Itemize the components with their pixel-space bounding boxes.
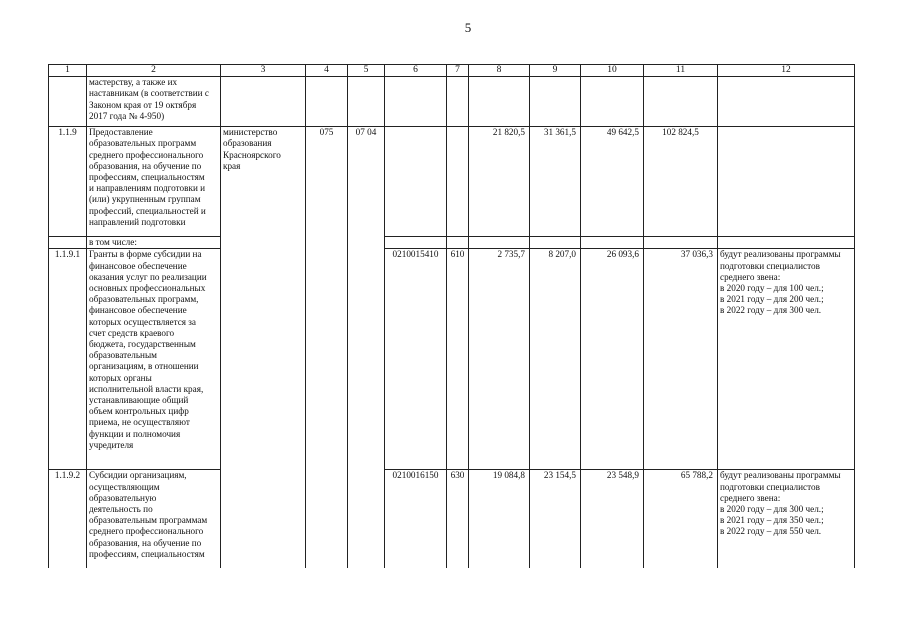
cell-2020: 19 084,8 (469, 470, 530, 568)
cell-total (644, 77, 718, 127)
col-header-6: 6 (385, 65, 447, 77)
col-header-3: 3 (221, 65, 306, 77)
cell-2021 (530, 237, 581, 249)
cell-code-grbs (306, 237, 348, 249)
cell-result: будут реализованы программы подготовки специалистов среднего звена: в 2020 году – для 300 чел.; в 2021 году – для 350 чел.; в 2022 году – для 550 чел. (718, 470, 855, 568)
cell-csr: 0210015410 (385, 249, 447, 470)
cell-grbs (221, 77, 306, 127)
cell-2022 (581, 77, 644, 127)
col-header-1: 1 (49, 65, 87, 77)
cell-grbs (221, 249, 306, 470)
cell-result (718, 77, 855, 127)
cell-total: 37 036,3 (644, 249, 718, 470)
cell-vr: 630 (447, 470, 469, 568)
cell-csr: 0210016150 (385, 470, 447, 568)
cell-rzpr (348, 77, 385, 127)
cell-num: 1.1.9.2 (49, 470, 87, 568)
cell-vr: 610 (447, 249, 469, 470)
cell-2020: 21 820,5 (469, 127, 530, 237)
cell-total: 65 788,2 (644, 470, 718, 568)
cell-grbs (221, 470, 306, 568)
col-header-10: 10 (581, 65, 644, 77)
column-header-row (49, 65, 855, 77)
cell-vr (447, 127, 469, 237)
col-header-4: 4 (306, 65, 348, 77)
col-header-5: 5 (348, 65, 385, 77)
cell-code-grbs: 075 (306, 127, 348, 237)
cell-csr (385, 237, 447, 249)
cell-result: будут реализованы программы подготовки специалистов среднего звена: в 2020 году – для 100 чел.; в 2021 году – для 200 чел.; в 2022 году – для 300 чел. (718, 249, 855, 470)
cell-2021: 23 154,5 (530, 470, 581, 568)
cell-2020: 2 735,7 (469, 249, 530, 470)
table-row-continuation (49, 77, 855, 127)
cell-grbs (221, 237, 306, 249)
cell-vr (447, 237, 469, 249)
cell-result (718, 237, 855, 249)
cell-2022: 49 642,5 (581, 127, 644, 237)
cell-csr (385, 77, 447, 127)
col-header-2: 2 (87, 65, 221, 77)
cell-vr (447, 77, 469, 127)
cell-total: 102 824,5 (644, 127, 718, 237)
cell-total (644, 237, 718, 249)
cell-name: мастерству, а также их наставникам (в соответствии с Законом края от 19 октября 2017 года № 4-950) (87, 77, 221, 127)
cell-2020 (469, 237, 530, 249)
col-header-8: 8 (469, 65, 530, 77)
table-row-1-1-9-2 (49, 470, 855, 568)
table-row-including (49, 237, 855, 249)
col-header-11: 11 (644, 65, 718, 77)
cell-num: 1.1.9 (49, 127, 87, 237)
col-header-7: 7 (447, 65, 469, 77)
cell-csr (385, 127, 447, 237)
cell-name: Гранты в форме субсидии на финансовое обеспечение оказания услуг по реализации основных профессиональных образовательных программ, финансовое обеспечение которых осуществляется за счет средств краевого бюджета, государственным образовательным организациям, в отношении которых органы исполнительной власти края, устанавливающие общий объем контрольных цифр приема, не осуществляют функции и полномочия учредителя (87, 249, 221, 470)
table-row-1-1-9-1 (49, 249, 855, 470)
cell-rzpr: 07 04 (348, 127, 385, 237)
cell-2022: 26 093,6 (581, 249, 644, 470)
cell-code-grbs (306, 470, 348, 568)
cell-num (49, 237, 87, 249)
cell-rzpr (348, 237, 385, 249)
cell-rzpr (348, 470, 385, 568)
cell-2020 (469, 77, 530, 127)
cell-name: Субсидии организациям, осуществляющим образовательную деятельность по образовательным программам среднего профессионального образования, на обучение по профессиям, специальностям (87, 470, 221, 568)
cell-result (718, 127, 855, 237)
program-table (48, 64, 855, 568)
cell-name: в том числе: (87, 237, 221, 249)
cell-grbs: министерство образования Красноярского края (221, 127, 306, 237)
table-row-1-1-9 (49, 127, 855, 237)
cell-2021: 31 361,5 (530, 127, 581, 237)
cell-2022 (581, 237, 644, 249)
col-header-12: 12 (718, 65, 855, 77)
cell-code-grbs (306, 77, 348, 127)
cell-num: 1.1.9.1 (49, 249, 87, 470)
page-number: 5 (464, 20, 472, 35)
cell-name: Предоставление образовательных программ среднего профессионального образования, на обучение по профессиям, специальностям и направлениям подготовки и (или) укрупненным группам профессий, специальностей и направлений подготовки (87, 127, 221, 237)
cell-2021: 8 207,0 (530, 249, 581, 470)
cell-rzpr (348, 249, 385, 470)
cell-2022: 23 548,9 (581, 470, 644, 568)
col-header-9: 9 (530, 65, 581, 77)
cell-2021 (530, 77, 581, 127)
cell-num (49, 77, 87, 127)
cell-code-grbs (306, 249, 348, 470)
